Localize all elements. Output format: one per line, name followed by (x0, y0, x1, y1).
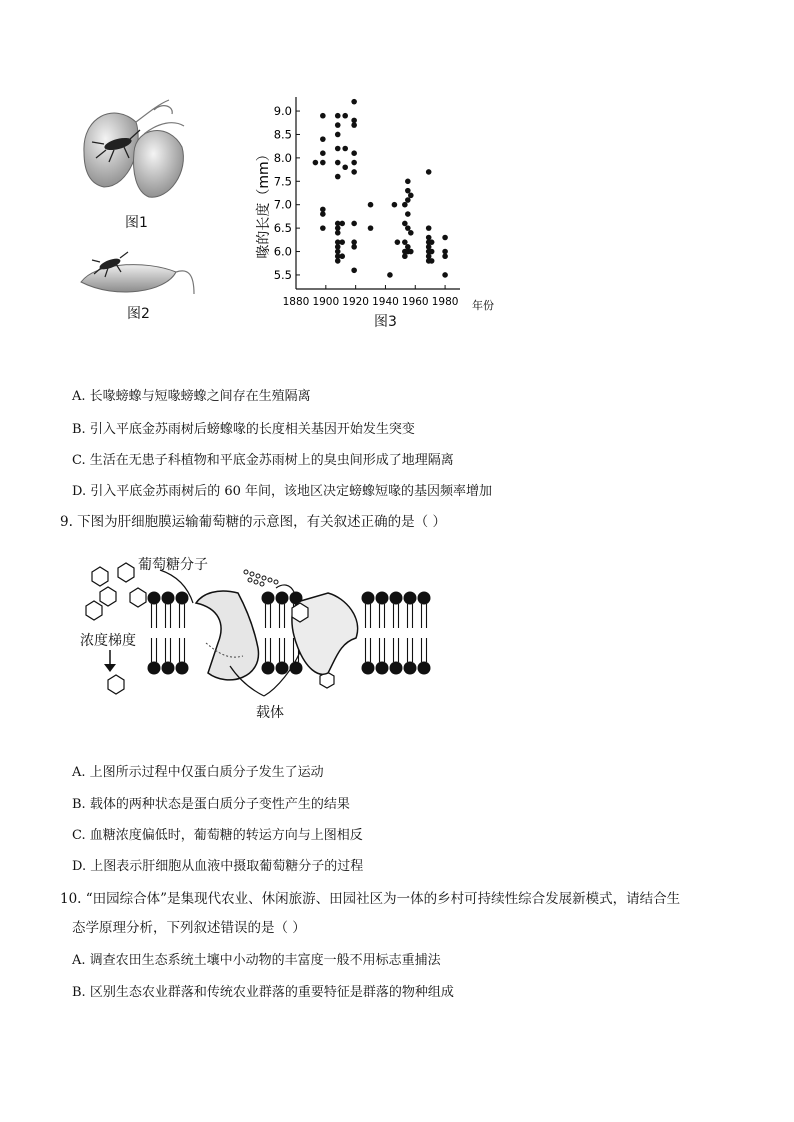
data-point (426, 225, 432, 231)
data-point (395, 239, 401, 245)
data-point (402, 202, 408, 208)
data-point (368, 202, 374, 208)
data-point (320, 225, 326, 231)
data-point (368, 225, 374, 231)
q9-option-a: A. 上图所示过程中仅蛋白质分子发生了运动 (72, 765, 324, 780)
y-tick-label: 8.5 (273, 127, 292, 142)
x-tick-label: 1940 (372, 296, 399, 308)
q8-option-a: A. 长喙螃蟓与短喙螃蟓之间存在生殖隔离 (72, 389, 311, 404)
q10-stem-line-2: 态学原理分析，下列叙述错误的是（ ） (72, 920, 306, 936)
data-point (402, 221, 408, 227)
phospholipid-head (390, 592, 403, 605)
phospholipid-head (418, 592, 431, 605)
data-point (408, 249, 414, 255)
y-tick-label: 6.0 (273, 244, 292, 259)
data-point (387, 272, 393, 278)
q9-option-d: D. 上图表示肝细胞从血液中摄取葡萄糖分子的过程 (72, 859, 364, 874)
data-point (335, 230, 341, 236)
chart-points (313, 99, 448, 278)
y-tick-label: 7.5 (273, 174, 292, 189)
data-point (405, 178, 411, 184)
figure-1 (74, 92, 194, 207)
data-point (320, 113, 326, 119)
data-point (405, 188, 411, 194)
y-tick-label: 7.0 (273, 197, 292, 212)
carrier-label: 载体 (256, 705, 284, 721)
data-point (320, 136, 326, 142)
data-point (351, 221, 357, 227)
data-point (335, 113, 341, 119)
data-point (351, 169, 357, 175)
phospholipid-head (376, 592, 389, 605)
phospholipid-head (176, 662, 189, 675)
gradient-arrow-icon (104, 650, 116, 672)
phospholipid-head (390, 662, 403, 675)
data-point (351, 267, 357, 273)
phospholipid-head (276, 592, 289, 605)
x-tick-label: 1900 (312, 296, 340, 308)
phospholipid-head (404, 662, 417, 675)
data-point (429, 249, 435, 255)
phospholipid-head (404, 592, 417, 605)
phospholipid-head (262, 592, 275, 605)
data-point (335, 146, 341, 152)
data-point (402, 253, 408, 259)
y-tick-label: 9.0 (273, 104, 292, 119)
q8-option-b: B. 引入平底金苏雨树后螃蟓喙的长度相关基因开始发生突变 (72, 422, 415, 437)
data-point (339, 239, 345, 245)
lipid-bilayer (148, 592, 431, 675)
glucose-molecule-chain (244, 570, 278, 586)
data-point (320, 150, 326, 156)
x-tick-label: 1920 (342, 296, 370, 308)
y-tick-label: 5.5 (273, 267, 292, 282)
data-point (442, 235, 448, 241)
data-point (442, 253, 448, 259)
q10-option-a: A. 调查农田生态系统土壤中小动物的丰富度一般不用标志重捕法 (72, 953, 441, 968)
data-point (351, 122, 357, 128)
insect-on-fruit-illustration (74, 92, 194, 207)
data-point (351, 99, 357, 105)
figure-2-caption: 图2 (127, 306, 150, 322)
data-point (351, 244, 357, 250)
data-point (426, 169, 432, 175)
data-point (335, 174, 341, 180)
data-point (408, 230, 414, 236)
q8-option-d: D. 引入平底金苏雨树后的 60 年间，该地区决定螃蟓短喙的基因频率增加 (72, 484, 493, 499)
data-point (339, 253, 345, 259)
data-point (320, 211, 326, 217)
insect-on-pod-illustration (76, 244, 202, 300)
figure-3-caption: 图3 (374, 314, 397, 330)
data-point (351, 150, 357, 156)
q10-stem-line-1: 10. “田园综合体”是集现代农业、休闲旅游、田园社区为一体的乡村可持续性综合发展新模式，请结合生 (60, 891, 681, 907)
data-point (313, 160, 319, 166)
carrier-protein-state-1 (196, 591, 258, 680)
data-point (342, 164, 348, 170)
data-point (339, 221, 345, 227)
x-tick-label: 1880 (282, 296, 310, 308)
q9-stem: 9. 下图为肝细胞膜运输葡萄糖的示意图，有关叙述正确的是（ ） (60, 514, 446, 530)
y-tick-label: 6.5 (273, 221, 292, 236)
phospholipid-head (376, 662, 389, 675)
phospholipid-head (148, 592, 161, 605)
phospholipid-head (362, 592, 375, 605)
chart-axes (296, 97, 460, 289)
q8-option-c: C. 生活在无患子科植物和平底金苏雨树上的臭虫间形成了地理隔离 (72, 453, 454, 468)
concentration-gradient-label: 浓度梯度 (80, 633, 136, 649)
data-point (392, 202, 398, 208)
phospholipid-head (362, 662, 375, 675)
data-point (429, 258, 435, 264)
data-point (408, 193, 414, 199)
data-point (335, 122, 341, 128)
phospholipid-head (418, 662, 431, 675)
data-point (351, 160, 357, 166)
beak-length-scatter-chart (250, 85, 510, 330)
x-axis-label: 年份 (472, 299, 494, 312)
data-point (429, 239, 435, 245)
data-point (402, 239, 408, 245)
data-point (342, 113, 348, 119)
data-point (335, 258, 341, 264)
y-tick-label: 8.0 (273, 150, 292, 165)
data-point (405, 225, 411, 231)
data-point (405, 211, 411, 217)
data-point (335, 160, 341, 166)
glucose-molecule-label: 葡萄糖分子 (138, 557, 208, 573)
data-point (342, 146, 348, 152)
phospholipid-head (162, 592, 175, 605)
chart-ticks (274, 104, 459, 308)
q9-option-b: B. 载体的两种状态是蛋白质分子变性产生的结果 (72, 797, 350, 812)
figure-2 (76, 244, 202, 300)
data-point (335, 132, 341, 138)
phospholipid-head (148, 662, 161, 675)
data-point (320, 160, 326, 166)
data-point (405, 197, 411, 203)
phospholipid-head (176, 592, 189, 605)
figure-1-caption: 图1 (125, 215, 148, 231)
phospholipid-head (162, 662, 175, 675)
x-tick-label: 1960 (401, 296, 429, 308)
q10-option-b: B. 区别生态农业群落和传统农业群落的重要特征是群落的物种组成 (72, 985, 454, 1000)
y-axis-label: 喙的长度（mm） (256, 147, 272, 259)
q9-option-c: C. 血糖浓度偏低时，葡萄糖的转运方向与上图相反 (72, 828, 363, 843)
phospholipid-head (276, 662, 289, 675)
data-point (442, 272, 448, 278)
x-tick-label: 1980 (431, 296, 459, 308)
phospholipid-head (262, 662, 275, 675)
